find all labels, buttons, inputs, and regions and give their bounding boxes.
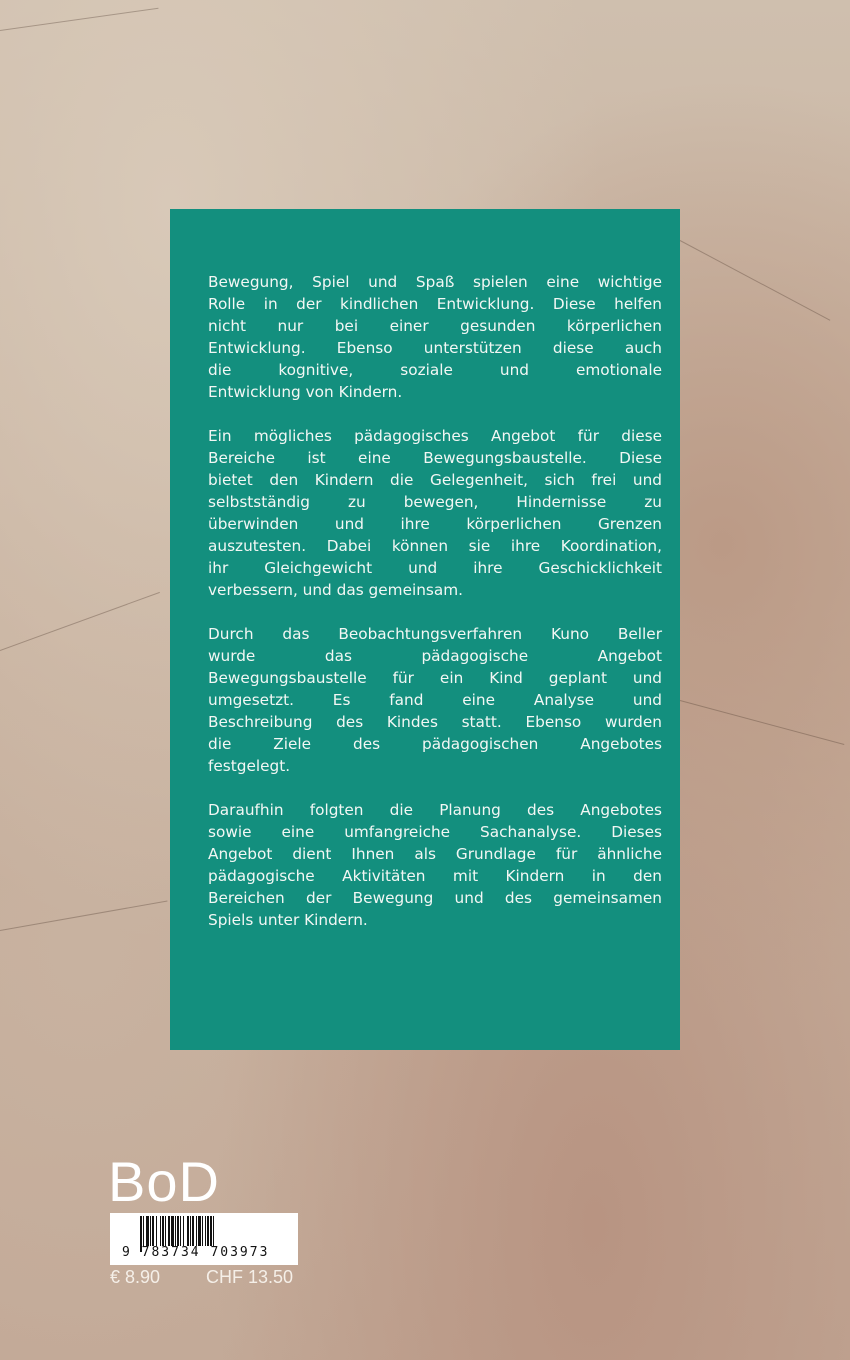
blurb-line: Bereichen der Bewegung und des gemeinsamen (208, 889, 662, 907)
crack (680, 240, 831, 321)
isbn-number: 9 783734 703973 (122, 1245, 270, 1260)
blurb-paragraph (208, 271, 662, 403)
blurb-line: Spiels unter Kindern. (208, 911, 368, 929)
blurb-line: Angebot dient Ihnen als Grundlage für ähnliche (208, 845, 662, 863)
blurb-line: Durch das Beobachtungsverfahren Kuno Beller (208, 625, 662, 643)
blurb-text (208, 271, 662, 953)
blurb-line: Bereiche ist eine Bewegungsbaustelle. Diese (208, 449, 662, 467)
blurb-line: Entwicklung. Ebenso unterstützen diese auch (208, 339, 662, 357)
crack (0, 8, 159, 31)
barcode (110, 1213, 298, 1265)
blurb-line: Bewegungsbaustelle für ein Kind geplant und (208, 669, 662, 687)
blurb-paragraph (208, 425, 662, 601)
publisher-logo: BoD (108, 1150, 220, 1213)
blurb-line: Daraufhin folgten die Planung des Angebotes (208, 801, 662, 819)
blurb-line: verbessern, und das gemeinsam. (208, 581, 464, 599)
blurb-line: Rolle in der kindlichen Entwicklung. Diese helfen (208, 295, 662, 313)
blurb-line: festgelegt. (208, 757, 291, 775)
blurb-line: Beschreibung des Kindes statt. Ebenso wurden (208, 713, 662, 731)
blurb-line: Bewegung, Spiel und Spaß spielen eine wichtige (208, 273, 662, 291)
blurb-line: Ein mögliches pädagogisches Angebot für diese (208, 427, 662, 445)
blurb-panel (170, 209, 680, 1050)
blurb-paragraph (208, 799, 662, 931)
blurb-line: wurde das pädagogische Angebot (208, 647, 662, 665)
blurb-line: auszutesten. Dabei können sie ihre Koordination, (208, 537, 662, 555)
blurb-line: umgesetzt. Es fand eine Analyse und (208, 691, 662, 709)
blurb-line: die kognitive, soziale und emotionale (208, 361, 662, 379)
price-chf: CHF 13.50 (206, 1267, 294, 1287)
blurb-line: die Ziele des pädagogischen Angebotes (208, 735, 662, 753)
blurb-paragraph (208, 623, 662, 777)
blurb-line: nicht nur bei einer gesunden körperlichen (208, 317, 662, 335)
crack (0, 900, 168, 931)
blurb-line: bietet den Kindern die Gelegenheit, sich frei und (208, 471, 662, 489)
blurb-line: sowie eine umfangreiche Sachanalyse. Dieses (208, 823, 662, 841)
price-eur: € 8.90 (110, 1267, 161, 1287)
blurb-line: Entwicklung von Kindern. (208, 383, 403, 401)
blurb-line: pädagogische Aktivitäten mit Kindern in den (208, 867, 662, 885)
blurb-line: ihr Gleichgewicht und ihre Geschicklichkeit (208, 559, 662, 577)
crack (680, 700, 844, 745)
barcode-bars (140, 1216, 290, 1248)
blurb-line: überwinden und ihre körperlichen Grenzen (208, 515, 662, 533)
blurb-line: selbstständig zu bewegen, Hindernisse zu (208, 493, 662, 511)
crack (0, 592, 160, 651)
